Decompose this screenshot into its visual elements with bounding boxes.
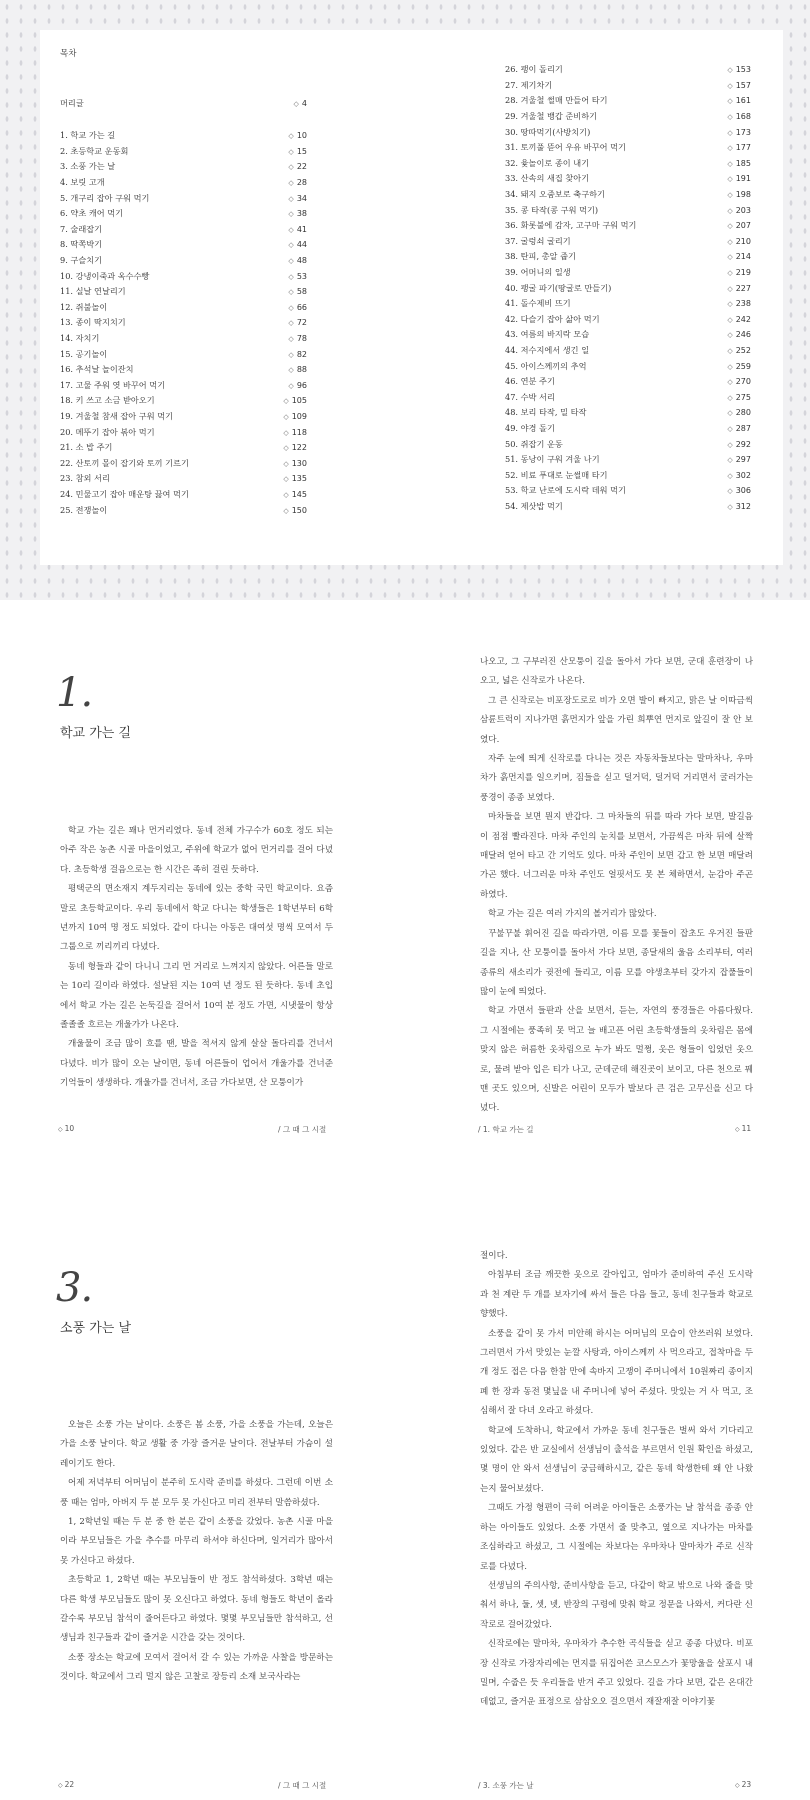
toc-right-column — [505, 62, 751, 514]
toc-entry[interactable] — [60, 362, 307, 378]
toc-entry[interactable] — [505, 405, 751, 421]
toc-entry-page: ◇ 58 — [288, 287, 307, 296]
body-paragraph: 자주 눈에 띄게 신작로를 다니는 것은 자동차들보다는 말마차나, 우마차가 흙먼지를 일으키며, 짐들을 싣고 덜거덕, 덜거덕 거리면서 굴러가는 풍경이 종종 보였다. — [480, 754, 753, 803]
toc-entry-page: ◇ 118 — [283, 428, 307, 437]
toc-entry[interactable] — [60, 409, 307, 425]
toc-entry-page: ◇ 246 — [727, 330, 751, 339]
toc-entry-title: 17. 고물 주워 엿 바꾸어 먹기 — [60, 379, 166, 390]
toc-entry[interactable] — [60, 471, 307, 487]
left-running-header: / 그 때 그 시절 — [278, 1781, 327, 1790]
toc-entry-title: 32. 윷놀이로 종이 내기 — [505, 157, 590, 168]
body-paragraph: 마차들을 보면 뭔지 반갑다. 그 마차들의 뒤를 따라 가다 보면, 발길음이 점점 빨라진다. 마차 주인의 눈치를 보면서, 가끔씩은 마차 뒤에 살짝 매달려 얻어 타고 간 기억도 있다. 마차 주인이 보면 갑고 한 보면 매달려 가곤 했다. 너그러운 마차 주인도 얼핏서도 못 본 체하면서, 눈감아 주곤 하였다. — [480, 812, 753, 900]
body-paragraph: 동네 형들과 같이 다니니 그리 먼 거리로 느껴지지 않았다. 어른들 말로는 10리 길이라 하였다. 설날된 지는 10여 년 정도 된 듯하다. 동네 초입에서 학교 가는 길은 논둑길을 걸어서 10여 분 정도 가면, 시냇물이 항상 졸졸졸 흐르는 개울가가 나온다. — [60, 961, 333, 1031]
body-paragraph: 어제 저녁부터 어머님이 분주히 도시락 준비를 하셨다. 그런데 이번 소풍 때는 엄마, 아버지 두 분 모두 못 가신다고 미리 전부터 말씀하셨다. — [60, 1478, 333, 1508]
left-page-text — [60, 1416, 333, 1688]
toc-entry-page: ◇ 135 — [283, 474, 307, 483]
toc-entry-title: 23. 참외 서리 — [60, 473, 110, 484]
toc-entry-page: ◇ 130 — [283, 459, 307, 468]
toc-entry-title: 49. 야경 돌기 — [505, 422, 555, 433]
toc-entry-title: 22. 산토끼 몰이 잡기와 토끼 기르기 — [60, 457, 189, 468]
toc-entry-page: ◇ 161 — [727, 96, 751, 105]
toc-entry-title: 20. 메뚜기 잡아 볶아 먹기 — [60, 426, 155, 437]
toc-entry[interactable] — [505, 187, 751, 203]
toc-entry-title: 21. 소 밥 주기 — [60, 442, 113, 453]
toc-entry[interactable] — [505, 436, 751, 452]
toc-entry-page: ◇ 109 — [283, 412, 307, 421]
toc-entry[interactable] — [60, 190, 307, 206]
toc-entry-page: ◇ 38 — [288, 209, 307, 218]
toc-entry-title: 9. 구슬치기 — [60, 255, 103, 266]
body-paragraph: 꾸불꾸불 휘어진 길을 따라가면, 이름 모를 꽃들이 잡초도 우거진 들판길을 지나, 산 모퉁이를 돌아서 가다 보면, 종달새의 울음 소리부터, 여러 종류의 새소리가 귓전에 들리고, 이름 모를 야생초부터 갖가지 잡풀들이 많이 눈에 띄었다. — [480, 928, 753, 997]
body-paragraph: 학교 가는 길은 여러 가지의 볼거리가 많았다. — [488, 909, 657, 920]
toc-entry[interactable] — [60, 159, 307, 175]
toc-entry-page: ◇ 72 — [288, 318, 307, 327]
toc-entry-title: 44. 저수지에서 생긴 일 — [505, 344, 590, 355]
chapter-number: 1. — [56, 670, 93, 716]
toc-entry[interactable] — [505, 327, 751, 343]
toc-entry[interactable] — [60, 424, 307, 440]
toc-entry[interactable] — [60, 455, 307, 471]
right-page-text — [480, 1247, 753, 1713]
toc-entry-page: ◇ 145 — [283, 490, 307, 499]
body-paragraph: 그 큰 신작로는 비포장도로로 비가 오면 발이 빠지고, 맑은 날 이따금씩 삼륜트럭이 지나가면 흙먼지가 앞을 가린 희뿌연 먼지로 앞길이 잘 안 보였다. — [480, 695, 753, 745]
toc-entry-page: ◇ 270 — [727, 377, 751, 386]
toc-entry-page: ◇ 105 — [283, 396, 307, 405]
toc-entry-page: ◇ 287 — [727, 424, 751, 433]
toc-entry-title: 19. 겨울철 참새 잡아 구워 먹기 — [60, 410, 174, 421]
right-page-number: ◇ 23 — [735, 1780, 751, 1789]
chapter-title: 소풍 가는 날 — [60, 1321, 132, 1336]
toc-entry-title: 47. 수박 서리 — [505, 391, 555, 402]
toc-heading: 목차 — [60, 49, 77, 59]
right-page-number: ◇ 11 — [735, 1124, 751, 1133]
toc-entry[interactable] — [505, 109, 751, 125]
toc-entry-title: 30. 땅따먹기(사방치기) — [505, 126, 591, 137]
toc-entry-title: 38. 탄피, 총알 줍기 — [505, 251, 576, 262]
toc-entry[interactable] — [60, 128, 307, 144]
toc-entry-page: ◇ 198 — [727, 190, 751, 199]
toc-entry-title: 27. 제기차기 — [505, 79, 553, 90]
body-paragraph: 평택군의 면소재지 계두지리는 동네에 있는 중학 국민 학교이다. 요즘말로 초등학교이다. 우리 동네에서 학교 다니는 학생들은 1학년부터 6학년까지 10여 명 정도 되었다. 같이 다니는 아동은 대여섯 명씩 모여서 두 그룹으로 끼리끼리 다녔다. — [60, 884, 333, 953]
body-paragraph: 소풍을 같이 못 가서 미안해 하시는 어머님의 모습이 안쓰러워 보였다. 그러면서 가서 맛있는 눈깔 사탕과, 아이스께끼 사 먹으라고, 접착마을 두 개 정도 접은 다음 한참 만에 속바지 고쟁이 주머니에서 10원짜리 종이지폐 한 장과 동전 몇닢을 내 주머니에 넣어 주셨다. 맛있는 거 사 먹고, 조심해서 잘 다녀 오라고 하셨다. — [480, 1328, 753, 1417]
body-paragraph: 소풍 장소는 학교에 모여서 걸어서 갈 수 있는 가까운 사찰을 방문하는 것이다. 학교에서 그리 멀지 않은 고찰로 장등리 소재 보국사라는 — [60, 1652, 333, 1683]
toc-entry-title: 머리글 — [60, 98, 84, 109]
toc-entry-title: 52. 비료 푸대로 눈썰매 타기 — [505, 469, 608, 480]
toc-entry-page: ◇ 150 — [283, 506, 307, 515]
toc-entry[interactable] — [60, 331, 307, 347]
toc-entry[interactable] — [505, 93, 751, 109]
toc-entry[interactable] — [505, 483, 751, 499]
toc-entry-page: ◇ 22 — [288, 162, 307, 171]
toc-entry[interactable] — [505, 249, 751, 265]
toc-entry-title: 35. 콩 타작(콩 구워 먹기) — [505, 204, 599, 215]
toc-entry-title: 11. 실날 연날리기 — [60, 286, 126, 297]
toc-entry-title: 13. 종이 딱지치기 — [60, 317, 126, 328]
left-running-header: / 그 때 그 시절 — [278, 1125, 327, 1134]
toc-entry[interactable] — [60, 222, 307, 238]
left-page-number: ◇ 10 — [58, 1124, 74, 1133]
toc-entry-title: 53. 학교 난로에 도시락 데워 먹기 — [505, 485, 626, 496]
toc-entry[interactable] — [505, 156, 751, 172]
toc-entry-title: 5. 개구리 잡아 구워 먹기 — [60, 192, 150, 203]
left-page-text — [60, 822, 333, 1094]
toc-entry[interactable] — [505, 467, 751, 483]
toc-entry[interactable] — [60, 96, 307, 112]
toc-entry-page: ◇ 207 — [727, 221, 751, 230]
toc-entry-page: ◇ 275 — [727, 393, 751, 402]
toc-entry[interactable] — [505, 499, 751, 515]
toc-entry-page: ◇ 34 — [288, 194, 307, 203]
toc-entry[interactable] — [60, 487, 307, 503]
toc-entry[interactable] — [60, 315, 307, 331]
body-paragraph: 학교 가는 길은 꽤나 먼거리였다. 동네 전체 가구수가 60호 정도 되는 아주 작은 농촌 시골 마을이었고, 주위에 학교가 없어 먼거리를 걸어 다녔다. 초등학생 걸음으로는 한 시간은 족히 걸린 듯하다. — [60, 826, 333, 875]
toc-entry-page: ◇ 302 — [727, 471, 751, 480]
toc-entry[interactable] — [60, 175, 307, 191]
body-paragraph: 선생님의 주의사항, 준비사항을 듣고, 다같이 학교 밖으로 나와 줄을 맞춰서 하나, 둘, 셋, 넷, 반장의 구령에 맞춰 학교 정문을 나와서, 커다란 신작로로 걸어갔었다. — [480, 1580, 753, 1630]
toc-entry-page: ◇ 96 — [288, 381, 307, 390]
body-paragraph: 초등학교 1, 2학년 때는 부모님들이 반 정도 참석하셨다. 3학년 때는 다른 학생 부모님들도 많이 못 오신다고 하였다. 동네 형들도 학년이 올라갈수록 부모님 참석이 줄어든다고 하였다. 몇몇 부모님들만 참석하고, 선생님과 친구들과 같이 즐거운 시간을 갖는 것이다. — [60, 1575, 333, 1644]
toc-entry[interactable] — [60, 300, 307, 316]
toc-entry-title: 4. 보릿 고개 — [60, 177, 105, 188]
toc-entry-title: 36. 화롯불에 감자, 고구마 구워 먹기 — [505, 220, 637, 231]
body-paragraph: 절이다. — [480, 1251, 508, 1261]
toc-entry-page: ◇ 168 — [727, 112, 751, 121]
toc-entry-page: ◇ 210 — [727, 237, 751, 246]
toc-entry-page: ◇ 259 — [727, 362, 751, 371]
toc-entry-page: ◇ 44 — [288, 240, 307, 249]
toc-entry[interactable] — [505, 265, 751, 281]
toc-entry-page: ◇ 306 — [727, 486, 751, 495]
toc-entry[interactable] — [505, 280, 751, 296]
toc-entry-page: ◇ 153 — [727, 65, 751, 74]
toc-entry-title: 1. 학교 가는 길 — [60, 130, 116, 141]
body-paragraph: 그때도 가정 형편이 극히 어려운 아이들은 소풍가는 날 참석을 종종 안 하는 아이들도 있었다. 소풍 가면서 줄 맞추고, 옆으로 지나가는 마차를 조심하라고 하셨고, 그 시절에는 차보다는 우마차나 말마차가 주로 신작로를 다녔다. — [480, 1503, 753, 1572]
toc-entry-title: 2. 초등학교 운동회 — [60, 145, 129, 156]
toc-entry-page: ◇ 203 — [727, 206, 751, 215]
toc-entry[interactable] — [60, 253, 307, 269]
toc-entry-title: 18. 키 쓰고 소금 받아오기 — [60, 395, 155, 406]
toc-entry-title: 46. 연분 주기 — [505, 376, 555, 387]
right-running-header: / 3. 소풍 가는 날 — [478, 1781, 534, 1790]
toc-entry-page: ◇ 227 — [727, 284, 751, 293]
toc-entry[interactable] — [60, 346, 307, 362]
toc-entry[interactable] — [505, 202, 751, 218]
toc-entry[interactable] — [60, 502, 307, 518]
toc-entry-page: ◇ 312 — [727, 502, 751, 511]
toc-entry-title: 26. 팽이 돌리기 — [505, 64, 563, 75]
book-spread-chapter-3 — [0, 1230, 810, 1800]
body-paragraph: 신작로에는 말마차, 우마차가 추수한 곡식들을 싣고 종종 다녔다. 비포장 신작로 가장자리에는 먼지를 뒤집어쓴 코스모스가 꽃망울을 살포시 내밀며, 수줍은 듯 우리들을 반겨 주고 있었다. 길을 가다 보면, 같은 온대간데없고, 즐거운 표정으로 삼삼오오 걸으면서 재잘재잘 이야기꽃 — [480, 1639, 753, 1708]
toc-entry[interactable] — [505, 312, 751, 328]
toc-entry-title: 45. 아이스께끼의 추억 — [505, 360, 587, 371]
toc-entry[interactable] — [505, 140, 751, 156]
body-paragraph: 나오고, 그 구부러진 산모퉁이 길을 돌아서 가다 보면, 군대 훈련장이 나오고, 넓은 신작로가 나온다. — [480, 657, 753, 687]
toc-entry-page: ◇ 28 — [288, 178, 307, 187]
toc-entry-page: ◇ 173 — [727, 128, 751, 137]
toc-entry-page: ◇ 219 — [727, 268, 751, 277]
toc-entry-page: ◇ 41 — [288, 225, 307, 234]
toc-entry-title: 8. 딱쪽박기 — [60, 239, 103, 250]
body-paragraph: 학교 가면서 들판과 산을 보면서, 듣는, 자연의 풍경들은 아름다웠다. 그 시절에는 풍족히 못 먹고 늘 배고픈 어린 초등학생들의 옷차림은 몸에 맞지 않은 허름한 옷차림으로 누가 봐도 멀쩡, 옷은 형들이 입었던 옷으로, 물려 받아 입은 티가 나고, 군데군데 해진곳이 보이고, 다른 천으로 꿰맨 곳도 있으며, 신발은 어린이 모두가 발보다 큰 검은 고무신을 신고 다녔다. — [480, 1006, 753, 1114]
toc-entry-page: ◇ 252 — [727, 346, 751, 355]
toc-entry-title: 29. 겨울철 뱅갑 준비하기 — [505, 111, 598, 122]
toc-entry-title: 14. 자치기 — [60, 333, 100, 344]
toc-entry-page: ◇ 82 — [288, 350, 307, 359]
toc-entry[interactable] — [505, 296, 751, 312]
toc-entry-page: ◇ 122 — [283, 443, 307, 452]
body-paragraph: 1, 2학년일 때는 두 분 중 한 분은 같이 소풍을 갔었다. 농촌 시골 마을이라 부모님들은 가을 추수를 마무리 하셔야 하신다며, 일거리가 많아서 못 가신다고 하셨다. — [60, 1517, 333, 1566]
toc-entry-title: 50. 쥐잡기 운동 — [505, 438, 563, 449]
toc-entry-title: 15. 공기놀이 — [60, 348, 108, 359]
toc-entry[interactable] — [505, 358, 751, 374]
toc-entry-title: 42. 다슬기 잡아 삶아 먹기 — [505, 313, 600, 324]
toc-entry-title: 40. 팽굴 파기(땅굴로 만들기) — [505, 282, 612, 293]
toc-entry-title: 51. 동낭이 구워 겨울 나기 — [505, 454, 600, 465]
toc-entry-page: ◇ 78 — [288, 334, 307, 343]
body-paragraph: 학교에 도착하니, 학교에서 가까운 동네 친구들은 벌써 와서 기다리고 있었다. 같은 반 교실에서 선생님이 출석을 부르면서 인원 확인을 하셨고, 몇 명이 안 와서 선생님이 궁금해하시고, 같은 동네 학생한테 왜 안 나왔는지 물어보셨다. — [480, 1425, 753, 1494]
toc-entry-title: 7. 술래잡기 — [60, 223, 103, 234]
toc-entry[interactable] — [505, 234, 751, 250]
toc-entry-page: ◇ 242 — [727, 315, 751, 324]
toc-entry[interactable] — [505, 343, 751, 359]
toc-preface — [60, 96, 307, 112]
toc-entry-title: 16. 추석날 놀이잔치 — [60, 364, 134, 375]
toc-left-column — [60, 128, 307, 518]
toc-entry-page: ◇ 214 — [727, 252, 751, 261]
toc-entry[interactable] — [60, 237, 307, 253]
toc-entry-title: 31. 토끼풀 뜯어 우유 바꾸어 먹기 — [505, 142, 626, 153]
toc-entry-title: 6. 약초 캐어 먹기 — [60, 208, 124, 219]
toc-entry[interactable] — [60, 284, 307, 300]
left-page-number: ◇ 22 — [58, 1780, 74, 1789]
toc-entry[interactable] — [505, 389, 751, 405]
toc-entry-page: ◇ 157 — [727, 81, 751, 90]
toc-entry-title: 37. 굴렁쇠 굴리기 — [505, 235, 571, 246]
toc-entry-title: 48. 보리 타작, 밀 타작 — [505, 407, 587, 418]
right-running-header: / 1. 학교 가는 길 — [478, 1125, 534, 1134]
body-paragraph: 오늘은 소풍 가는 날이다. 소풍은 봄 소풍, 가을 소풍을 가는데, 오늘은 가을 소풍 날이다. 학교 생활 중 가장 즐거운 날이다. 전날부터 가슴이 설레이기도 한다. — [60, 1420, 333, 1469]
toc-entry-page: ◇ 48 — [288, 256, 307, 265]
toc-entry[interactable] — [60, 268, 307, 284]
toc-entry[interactable] — [60, 440, 307, 456]
toc-entry-title: 3. 소풍 가는 날 — [60, 161, 116, 172]
chapter-title: 학교 가는 길 — [60, 726, 132, 741]
toc-entry-title: 39. 어머니의 일생 — [505, 267, 571, 278]
toc-entry-page: ◇ 88 — [288, 365, 307, 374]
toc-entry-title: 12. 쥐불놀이 — [60, 301, 108, 312]
toc-entry-title: 54. 제삿밥 먹기 — [505, 500, 563, 511]
book-spread-chapter-1 — [0, 620, 810, 1180]
toc-entry[interactable] — [60, 378, 307, 394]
toc-entry[interactable] — [505, 421, 751, 437]
toc-entry[interactable] — [505, 171, 751, 187]
toc-entry[interactable] — [505, 452, 751, 468]
toc-entry-title: 34. 돼지 오줌보로 축구하기 — [505, 189, 605, 200]
toc-entry[interactable] — [505, 374, 751, 390]
body-paragraph: 개울물이 조금 많이 흐를 땐, 발을 적셔지 않게 살살 돌다리를 건너서 다녔다. 비가 많이 오는 날이면, 동네 어른들이 업어서 개울가를 건너준 기억들이 생생하다. 개울가를 건너서, 조금 가다보면, 산 모퉁이가 — [60, 1039, 333, 1089]
toc-entry-page: ◇ 185 — [727, 159, 751, 168]
toc-entry-title: 10. 강냉이죽과 옥수수빵 — [60, 270, 150, 281]
toc-entry-page: ◇ 177 — [727, 143, 751, 152]
toc-entry-page: ◇ 10 — [288, 131, 307, 140]
toc-entry-page: ◇ 297 — [727, 455, 751, 464]
toc-entry[interactable] — [60, 393, 307, 409]
toc-entry-title: 43. 여름의 바지락 모습 — [505, 329, 590, 340]
toc-entry[interactable] — [60, 206, 307, 222]
toc-entry[interactable] — [505, 78, 751, 94]
toc-entry-page: ◇ 15 — [288, 147, 307, 156]
toc-entry-page: ◇ 53 — [288, 272, 307, 281]
toc-entry-page: ◇ 238 — [727, 299, 751, 308]
toc-entry[interactable] — [505, 124, 751, 140]
toc-entry-page: ◇ 4 — [294, 99, 307, 108]
toc-entry[interactable] — [505, 62, 751, 78]
toc-entry-title: 24. 민물고기 잡아 매운탕 끓여 먹기 — [60, 488, 189, 499]
right-page-text — [480, 653, 753, 1119]
toc-entry-title: 41. 돌수제비 뜨기 — [505, 298, 571, 309]
toc-entry[interactable] — [60, 144, 307, 160]
toc-entry-page: ◇ 191 — [727, 174, 751, 183]
chapter-number: 3. — [56, 1265, 93, 1311]
toc-entry-page: ◇ 292 — [727, 440, 751, 449]
toc-entry-title: 28. 겨울철 썰매 만들어 타기 — [505, 95, 608, 106]
toc-entry-title: 33. 산속의 새집 찾아기 — [505, 173, 590, 184]
toc-entry-title: 25. 전쟁놀이 — [60, 504, 108, 515]
toc-entry[interactable] — [505, 218, 751, 234]
toc-entry-page: ◇ 66 — [288, 303, 307, 312]
body-paragraph: 아침부터 조금 깨끗한 옷으로 갈아입고, 엄마가 준비하여 주신 도시락과 천 계란 두 개를 보자기에 싸서 들은 다음 들고, 동네 친구들과 학교로 향했다. — [480, 1270, 753, 1320]
toc-entry-page: ◇ 280 — [727, 408, 751, 417]
